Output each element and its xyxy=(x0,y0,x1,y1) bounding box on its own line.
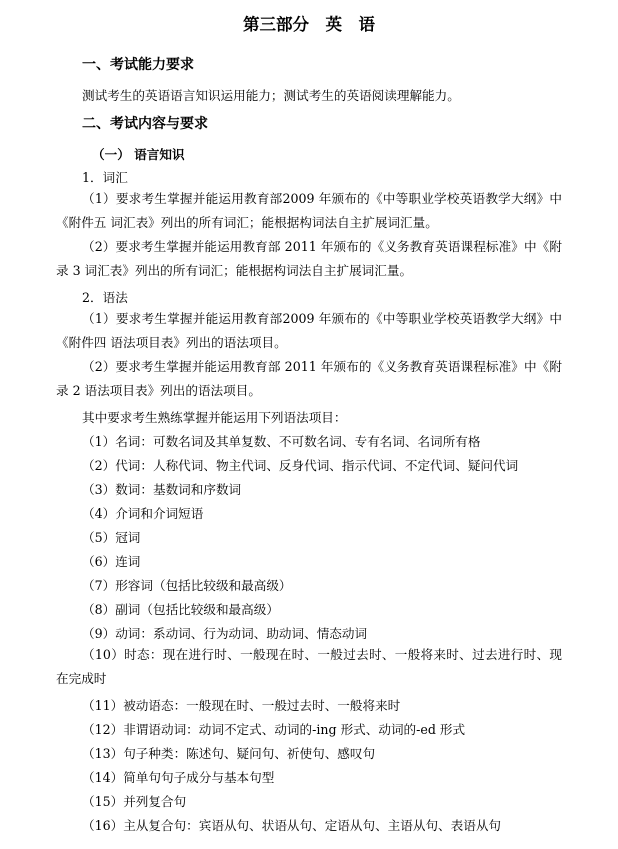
grammar-item: （1）名词：可数名词及其单复数、不可数名词、专有名词、名词所有格 xyxy=(82,434,481,449)
grammar-item: （2）代词：人称代词、物主代词、反身代词、指示代词、不定代词、疑问代词 xyxy=(82,458,519,473)
page-title: 第三部分 英 语 xyxy=(243,15,375,34)
grammar-requirement-1: （1）要求考生掌握并能运用教育部2009 年颁布的《中等职业学校英语教学大纲》中《附件四 语法项目表》列出的语法项目。 xyxy=(56,311,562,350)
grammar-item: （6）连词 xyxy=(82,554,141,569)
section-heading-exam-content: 二、考试内容与要求 xyxy=(82,116,208,132)
vocabulary-requirement-2: （2）要求考生掌握并能运用教育部 2011 年颁布的《义务教育英语课程标准》中《附录 3 词汇表》列出的所有词汇；能根据构词法自主扩展词汇量。 xyxy=(56,239,562,278)
grammar-item: （13）句子种类：陈述句、疑问句、祈使句、感叹句 xyxy=(82,746,376,761)
grammar-item: （8）副词（包括比较级和最高级） xyxy=(82,602,279,617)
grammar-item: （7）形容词（包括比较级和最高级） xyxy=(82,578,292,593)
grammar-item: （15）并列复合句 xyxy=(82,794,187,809)
grammar-item: （5）冠词 xyxy=(82,530,141,545)
grammar-item: （14）简单句句子成分与基本句型 xyxy=(82,770,275,785)
grammar-label: 2．语法 xyxy=(82,290,128,305)
grammar-item: （10）时态：现在进行时、一般现在时、一般过去时、一般将来时、过去进行时、现在完成时 xyxy=(56,647,562,686)
grammar-item: （4）介词和介词短语 xyxy=(82,506,204,521)
grammar-item: （3）数词：基数词和序数词 xyxy=(82,482,242,497)
section-heading-exam-ability: 一、考试能力要求 xyxy=(82,57,194,73)
grammar-items-intro: 其中要求考生熟练掌握并能运用下列语法项目： xyxy=(82,410,347,425)
grammar-item: （12）非谓语动词：动词不定式、动词的-ing 形式、动词的-ed 形式 xyxy=(82,722,466,737)
grammar-requirement-2: （2）要求考生掌握并能运用教育部 2011 年颁布的《义务教育英语课程标准》中《附录 2 语法项目表》列出的语法项目。 xyxy=(56,359,562,398)
grammar-item: （9）动词：系动词、行为动词、助动词、情态动词 xyxy=(82,626,368,641)
subsection-heading-language-knowledge: （一） 语言知识 xyxy=(92,147,185,162)
grammar-item: （16）主从复合句：宾语从句、状语从句、定语从句、主语从句、表语从句 xyxy=(82,818,502,833)
exam-ability-text: 测试考生的英语语言知识运用能力；测试考生的英语阅读理解能力。 xyxy=(82,88,460,103)
vocabulary-label: 1．词汇 xyxy=(82,170,128,185)
grammar-item: （11）被动语态：一般现在时、一般过去时、一般将来时 xyxy=(82,698,401,713)
vocabulary-requirement-1: （1）要求考生掌握并能运用教育部2009 年颁布的《中等职业学校英语教学大纲》中《附件五 词汇表》列出的所有词汇；能根据构词法自主扩展词汇量。 xyxy=(56,191,562,230)
